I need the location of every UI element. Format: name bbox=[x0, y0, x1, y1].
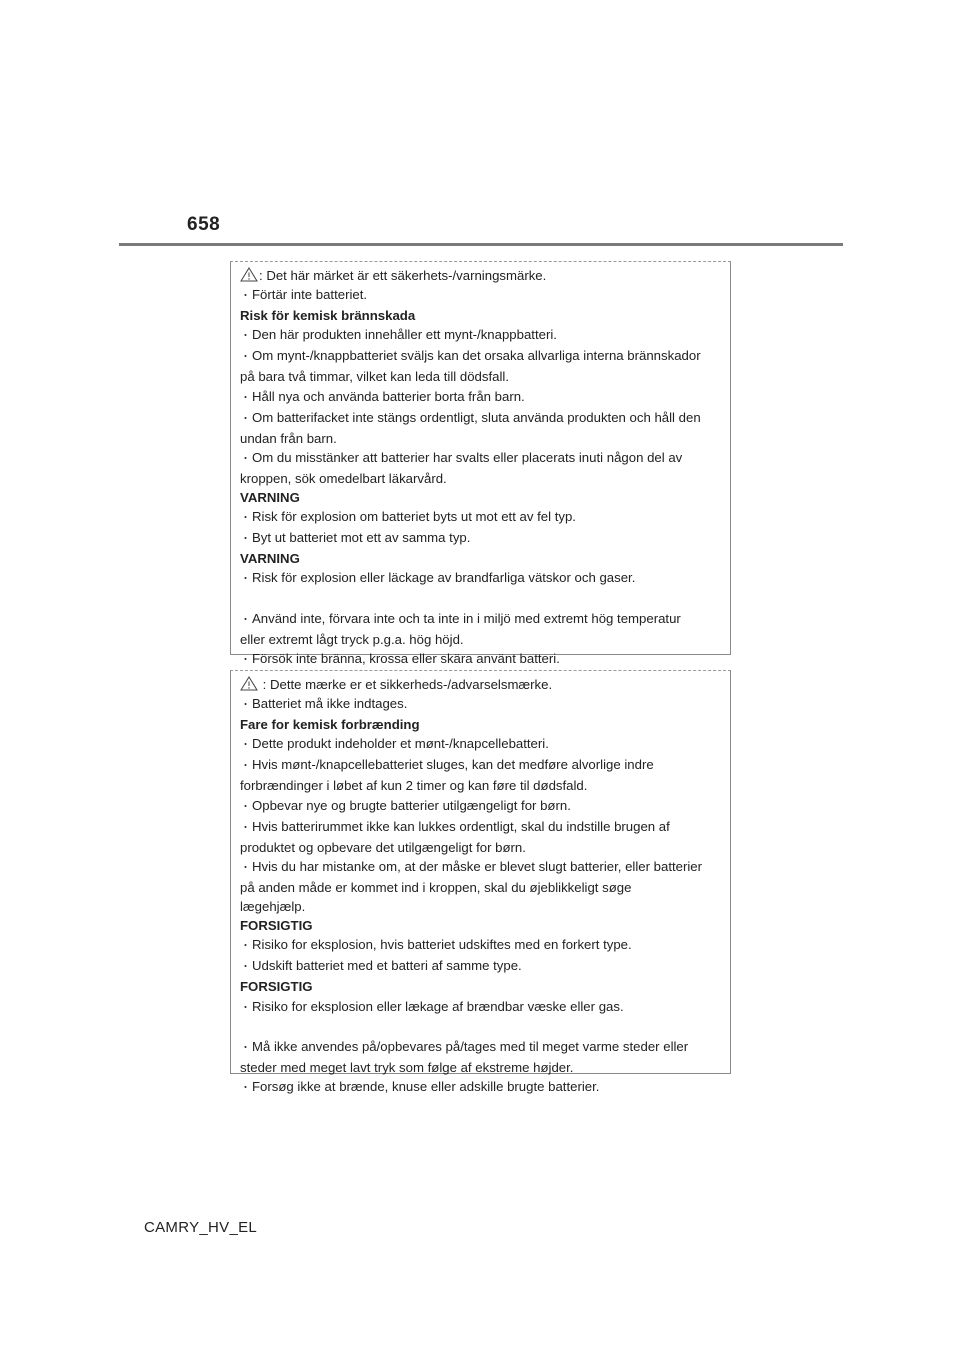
swedish-mark-line bbox=[240, 266, 721, 285]
swedish-mark-text: : Det här märket är ett säkerhets-/varningsmärke. bbox=[259, 268, 547, 283]
page-number: 658 bbox=[187, 214, 221, 235]
list-item-continuation: på anden måde er kommet ind i kroppen, skal du øjeblikkeligt søge bbox=[240, 879, 632, 895]
list-item: ・ Udskift batteriet med et batteri af samme type. bbox=[240, 956, 721, 977]
spacer bbox=[240, 1018, 721, 1037]
list-item-continuation: forbrændinger i løbet af kun 2 timer og kan føre til dødsfald. bbox=[240, 778, 588, 794]
danish-mark-line bbox=[240, 675, 721, 694]
section-heading: Fare for kemisk forbrænding bbox=[240, 717, 420, 733]
list-item: ・ Risiko for eksplosion eller lækage af brændbar væske eller gas. bbox=[240, 997, 721, 1018]
list-item: ・ Om du misstänker att batterier har svalts eller placerats inuti någon del av bbox=[240, 448, 721, 469]
list-item: ・ Hvis batterirummet ikke kan lukkes ordentligt, skal du indstille brugen af bbox=[240, 817, 721, 838]
section-heading: FORSIGTIG bbox=[240, 918, 313, 934]
list-item-continuation: undan från barn. bbox=[240, 430, 337, 446]
list-item: ・ Må ikke anvendes på/opbevares på/tages med til meget varme steder eller bbox=[240, 1037, 721, 1058]
list-item: ・ Hvis du har mistanke om, at der måske er blevet slugt batterier, eller batterier bbox=[240, 857, 721, 878]
list-item: ・ Risk för explosion eller läckage av brandfarliga vätskor och gaser. bbox=[240, 568, 721, 589]
list-item: ・ Om batterifacket inte stängs ordentligt, sluta använda produkten och håll den bbox=[240, 408, 721, 429]
section-heading: VARNING bbox=[240, 490, 300, 506]
list-item: ・ Hvis mønt-/knapcellebatteriet sluges, kan det medføre alvorlige indre bbox=[240, 755, 721, 776]
list-item-continuation: eller extremt lågt tryck p.g.a. hög höjd. bbox=[240, 631, 464, 647]
section-heading: VARNING bbox=[240, 551, 300, 567]
list-item: ・ Den här produkten innehåller ett mynt-/knappbatteri. bbox=[240, 325, 721, 346]
list-item: ・ Om mynt-/knappbatteriet sväljs kan det orsaka allvarliga interna brännskador bbox=[240, 346, 721, 367]
list-item: ・ Försök inte bränna, krossa eller skära använt batteri. bbox=[240, 649, 721, 670]
list-item: ・ Förtär inte batteriet. bbox=[240, 285, 721, 306]
header-rule bbox=[119, 243, 843, 246]
warning-triangle-icon bbox=[240, 267, 258, 282]
list-item-continuation: kroppen, sök omedelbart läkarvård. bbox=[240, 470, 447, 486]
section-heading: Risk för kemisk brännskada bbox=[240, 308, 416, 324]
warning-triangle-icon bbox=[240, 676, 258, 691]
swedish-warning-box bbox=[230, 261, 731, 666]
list-item: ・ Opbevar nye og brugte batterier utilgængeligt for børn. bbox=[240, 796, 721, 817]
list-item: ・ Batteriet må ikke indtages. bbox=[240, 694, 721, 715]
list-item: ・ Forsøg ikke at brænde, knuse eller adskille brugte batterier. bbox=[240, 1077, 721, 1098]
list-item: ・ Håll nya och använda batterier borta från barn. bbox=[240, 387, 721, 408]
list-item: ・ Dette produkt indeholder et mønt-/knapcellebatteri. bbox=[240, 734, 721, 755]
list-item: ・ Byt ut batteriet mot ett av samma typ. bbox=[240, 528, 721, 549]
danish-mark-text: : Dette mærke er et sikkerheds-/advarselsmærke. bbox=[259, 677, 553, 692]
list-item: ・ Risiko for eksplosion, hvis batteriet udskiftes med en forkert type. bbox=[240, 935, 721, 956]
list-item-continuation: produktet og opbevare det utilgængeligt for børn. bbox=[240, 839, 526, 855]
section-heading: FORSIGTIG bbox=[240, 979, 313, 995]
spacer bbox=[240, 590, 721, 609]
list-item-continuation: steder med meget lavt tryk som følge af ekstreme højder. bbox=[240, 1059, 574, 1075]
list-item: ・ Använd inte, förvara inte och ta inte in i miljö med extremt hög temperatur bbox=[240, 609, 721, 630]
footer-code: CAMRY_HV_EL bbox=[144, 1219, 258, 1236]
danish-warning-box bbox=[230, 670, 731, 1094]
list-item-continuation: på bara två timmar, vilket kan leda till dödsfall. bbox=[240, 369, 510, 385]
list-item: ・ Risk för explosion om batteriet byts ut mot ett av fel typ. bbox=[240, 507, 721, 528]
list-item-continuation: lægehjælp. bbox=[240, 899, 306, 915]
